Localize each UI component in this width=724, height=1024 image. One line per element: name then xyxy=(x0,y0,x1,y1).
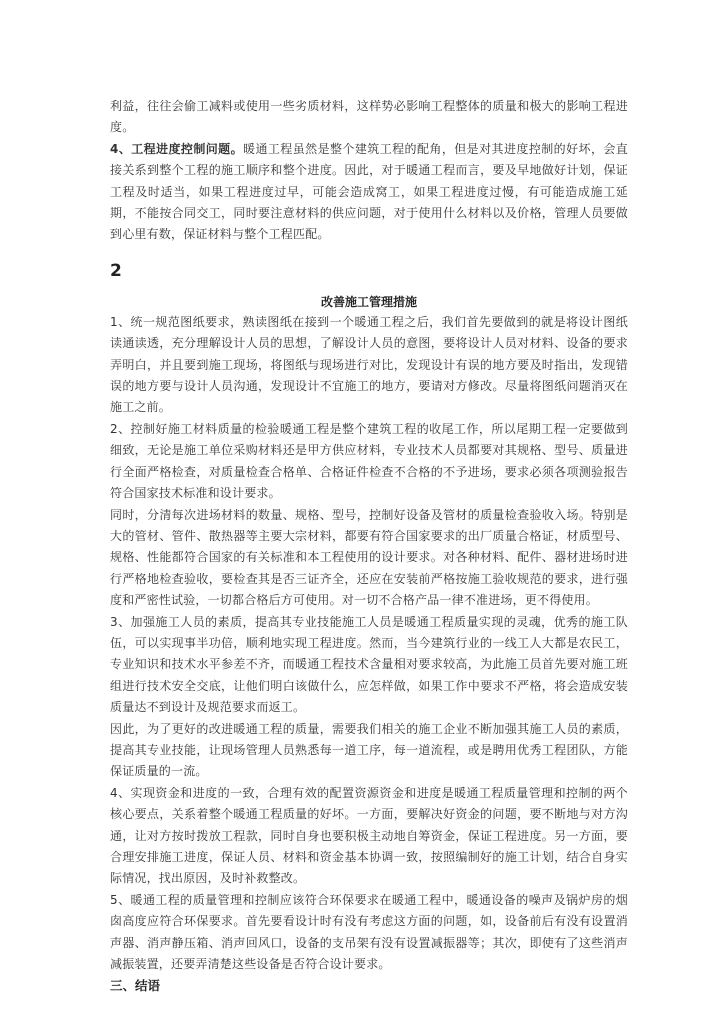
conclusion-heading: 三、结语 xyxy=(110,978,161,994)
body-paragraph: 同时，分清每次进场材料的数量、规格、型号，控制好设备及管材的质量检查验收入场。特别是大的管材、管件、散热器等主要大宗材料，都要有符合国家要求的出厂质量合格证，材质型号、规格、性能都符合国家的有关标准和本工程使用的设计要求。对各种材料、配件、器材进场时进行严格地检查验收，要检查其是否三证齐全，还应在安装前严格按施工验收规范的要求，进行强度和严密性试验，一切都合格后方可使用。对一切不合格产品一律不准进场，更不得使用。 xyxy=(110,507,628,608)
body-paragraph: 4、实现资金和进度的一致，合理有效的配置资源资金和进度是暖通工程质量管理和控制的两个核心要点，关系着整个暖通工程质量的好坏。一方面，要解决好资金的问题，要不断地与对方沟通，让对方按时拨放工程款，同时自身也要积极主动地自筹资金，保证工程进度。另一方面，要合理安排施工进度，保证人员、材料和资金基本协调一致，按照编制好的施工计划，结合自身实际情况，找出原因，及时补救整改。 xyxy=(110,785,628,886)
paragraph-text: 暖通工程虽然是整个建筑工程的配角，但是对其进度控制的好坏，会直接关系到整个工程的施工顺序和整个进度。因此，对于暖通工程而言，要及早地做好计划，保证工程及时适当，如果工程进度过早，可能会造成窝工，如果工程进度过慢，有可能造成施工延期，不能按合同交工，同时要注意材料的供应问题，对于使用什么材料以及价格，管理人员要做到心里有数，保证材料与整个工程匹配。 xyxy=(110,141,628,242)
body-paragraph: 因此，为了更好的改进暖通工程的质量，需要我们相关的施工企业不断加强其施工人员的素质，提高其专业技能，让现场管理人员熟悉每一道工序，每一道流程，或是聘用优秀工程团队，方能保证质量的一流。 xyxy=(110,721,628,779)
body-paragraph: 5、暖通工程的质量管理和控制应该符合环保要求在暖通工程中，暖通设备的噪声及锅炉房的烟囱高度应符合环保要求。首先要看设计时有没有考虑这方面的问题，如，设备前后有没有设置消声器、消声静压箱、消声回风口，设备的支吊架有没有设置减振器等；其次，即使有了这些消声减振装置，还要弄清楚这些设备是否符合设计要求。 xyxy=(110,892,628,972)
document-page xyxy=(110,96,628,996)
paragraph-text: 利益，往往会偷工减料或使用一些劣质材料，这样势必影响工程整体的质量和极大的影响工程进度。 xyxy=(110,99,628,135)
continued-paragraph xyxy=(110,96,628,139)
section-title: 改善施工管理措施 xyxy=(320,294,417,309)
paragraph-lead: 4、工程进度控制问题。 xyxy=(110,141,244,156)
progress-control-paragraph xyxy=(110,139,628,246)
body-paragraph: 2、控制好施工材料质量的检验暖通工程是整个建筑工程的收尾工作，所以尾期工程一定要做到细致，无论是施工单位采购材料还是甲方供应材料，专业技术人员都要对其规格、型号、质量进行全面严格检查，对质量检查合格单、合格证件检查不合格的不予进场，要求必须各项测验报告符合国家技术标准和设计要求。 xyxy=(110,421,628,501)
section-number: 2 xyxy=(110,260,122,281)
body-paragraph: 3、加强施工人员的素质，提高其专业技能施工人员是暖通工程质量实现的灵魂，优秀的施工队伍，可以实现事半功倍，顺利地实现工程进度。然而，当今建筑行业的一线工人大都是农民工，专业知识和技术水平参差不齐，而暖通工程技术含量相对要求较高，为此施工员首先要对施工班组进行技术安全交底，让他们明白该做什么，应怎样做，如果工作中要求不严格，将会造成安装质量达不到设计及规范要求而返工。 xyxy=(110,614,628,715)
body-paragraph: 1、统一规范图纸要求，熟读图纸在接到一个暖通工程之后，我们首先要做到的就是将设计图纸读通读透，充分理解设计人员的思想，了解设计人员的意图，要将设计人员对材料、设备的要求弄明白，并且要到施工现场，将图纸与现场进行对比，发现设计有误的地方要及时指出，发现错误的地方要与设计人员沟通，发现设计不宜施工的地方，要请对方修改。尽量将图纸问题消灭在施工之前。 xyxy=(110,314,628,415)
